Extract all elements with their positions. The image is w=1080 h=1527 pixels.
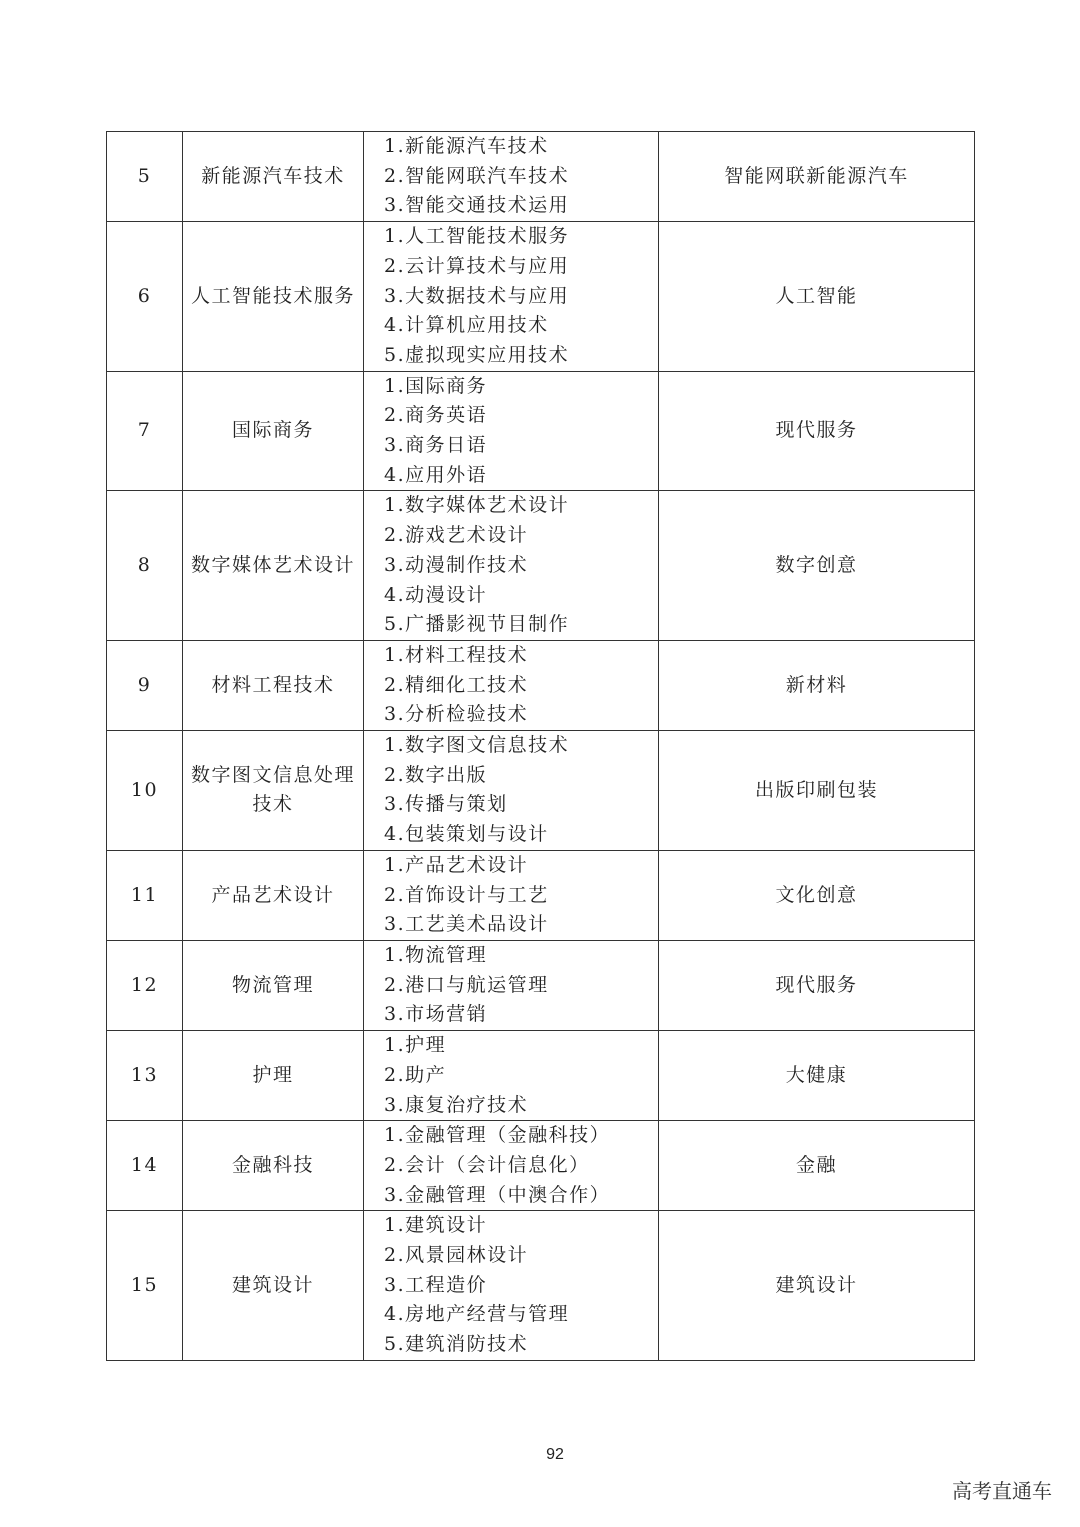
majors-list [364, 371, 659, 491]
table-row [107, 640, 975, 730]
industry-field: 人工智能 [659, 222, 975, 372]
major-item: 2.精细化工技术 [384, 673, 529, 696]
row-number: 10 [107, 731, 183, 851]
major-item: 1.材料工程技术 [384, 643, 529, 666]
industry-field: 智能网联新能源汽车 [659, 132, 975, 222]
watermark: 高考直通车 [952, 1479, 1052, 1503]
major-item: 1.护理 [384, 1034, 447, 1057]
major-item: 4.包装策划与设计 [384, 823, 549, 846]
industry-field: 大健康 [659, 1031, 975, 1121]
group-name: 护理 [183, 1031, 364, 1121]
major-item: 3.传播与策划 [384, 793, 508, 816]
majors-list [364, 940, 659, 1030]
table-row [107, 850, 975, 940]
major-item: 2.数字出版 [384, 763, 488, 786]
major-item: 4.动漫设计 [384, 583, 488, 606]
majors-list [364, 491, 659, 641]
group-name: 建筑设计 [183, 1211, 364, 1361]
major-item: 2.智能网联汽车技术 [384, 164, 570, 187]
major-item: 3.工程造价 [384, 1273, 488, 1296]
majors-list [364, 222, 659, 372]
major-item: 1.数字媒体艺术设计 [384, 494, 570, 517]
table-row [107, 940, 975, 1030]
row-number: 12 [107, 940, 183, 1030]
group-name: 物流管理 [183, 940, 364, 1030]
table-row [107, 731, 975, 851]
table-row [107, 1121, 975, 1211]
industry-field: 数字创意 [659, 491, 975, 641]
group-name: 产品艺术设计 [183, 850, 364, 940]
major-item: 2.会计（会计信息化） [384, 1153, 590, 1176]
table-row [107, 1211, 975, 1361]
row-number: 6 [107, 222, 183, 372]
major-item: 2.云计算技术与应用 [384, 254, 570, 277]
major-item: 1.数字图文信息技术 [384, 734, 570, 757]
majors-list [364, 132, 659, 222]
major-item: 1.物流管理 [384, 943, 488, 966]
group-name: 新能源汽车技术 [183, 132, 364, 222]
industry-field: 现代服务 [659, 940, 975, 1030]
major-item: 3.分析检验技术 [384, 703, 529, 726]
major-item: 3.动漫制作技术 [384, 553, 529, 576]
major-item: 1.新能源汽车技术 [384, 135, 549, 157]
major-item: 1.人工智能技术服务 [384, 225, 570, 248]
group-name: 数字图文信息处理技术 [183, 731, 364, 851]
row-number: 15 [107, 1211, 183, 1361]
major-item: 5.虚拟现实应用技术 [384, 343, 570, 366]
row-number: 14 [107, 1121, 183, 1211]
group-name: 人工智能技术服务 [183, 222, 364, 372]
row-number: 11 [107, 850, 183, 940]
table-row [107, 371, 975, 491]
industry-field: 文化创意 [659, 850, 975, 940]
major-item: 1.国际商务 [384, 374, 488, 397]
table-row [107, 491, 975, 641]
group-name: 材料工程技术 [183, 640, 364, 730]
major-item: 3.市场营销 [384, 1003, 488, 1026]
industry-field: 建筑设计 [659, 1211, 975, 1361]
table-row [107, 222, 975, 372]
major-item: 3.康复治疗技术 [384, 1093, 529, 1116]
major-item: 5.广播影视节目制作 [384, 613, 570, 636]
row-number: 7 [107, 371, 183, 491]
table-body [107, 132, 975, 1361]
major-item: 2.首饰设计与工艺 [384, 883, 549, 906]
majors-list [364, 1211, 659, 1361]
major-item: 2.港口与航运管理 [384, 973, 549, 996]
major-item: 3.大数据技术与应用 [384, 284, 570, 307]
major-item: 1.产品艺术设计 [384, 853, 529, 876]
major-item: 2.商务英语 [384, 404, 488, 427]
major-item: 5.建筑消防技术 [384, 1333, 529, 1356]
row-number: 9 [107, 640, 183, 730]
major-item: 4.房地产经营与管理 [384, 1303, 570, 1326]
major-item: 2.风景园林设计 [384, 1244, 529, 1267]
majors-list [364, 850, 659, 940]
majors-list [364, 1031, 659, 1121]
major-item: 3.智能交通技术运用 [384, 194, 570, 217]
majors-table [106, 131, 975, 1361]
major-item: 1.建筑设计 [384, 1214, 488, 1237]
major-item: 3.金融管理（中澳合作） [384, 1183, 611, 1206]
row-number: 13 [107, 1031, 183, 1121]
page-number: 92 [546, 1446, 564, 1463]
major-item: 2.助产 [384, 1063, 447, 1086]
group-name: 金融科技 [183, 1121, 364, 1211]
majors-list [364, 1121, 659, 1211]
industry-field: 出版印刷包装 [659, 731, 975, 851]
major-item: 2.游戏艺术设计 [384, 524, 529, 547]
industry-field: 金融 [659, 1121, 975, 1211]
row-number: 8 [107, 491, 183, 641]
industry-field: 现代服务 [659, 371, 975, 491]
major-item: 1.金融管理（金融科技） [384, 1124, 611, 1147]
industry-field: 新材料 [659, 640, 975, 730]
table-row [107, 132, 975, 222]
major-item: 4.应用外语 [384, 463, 488, 486]
group-name: 数字媒体艺术设计 [183, 491, 364, 641]
table-row [107, 1031, 975, 1121]
majors-list [364, 731, 659, 851]
major-item: 3.工艺美术品设计 [384, 913, 549, 936]
majors-list [364, 640, 659, 730]
major-item: 4.计算机应用技术 [384, 314, 549, 337]
major-item: 3.商务日语 [384, 434, 488, 457]
row-number: 5 [107, 132, 183, 222]
group-name: 国际商务 [183, 371, 364, 491]
